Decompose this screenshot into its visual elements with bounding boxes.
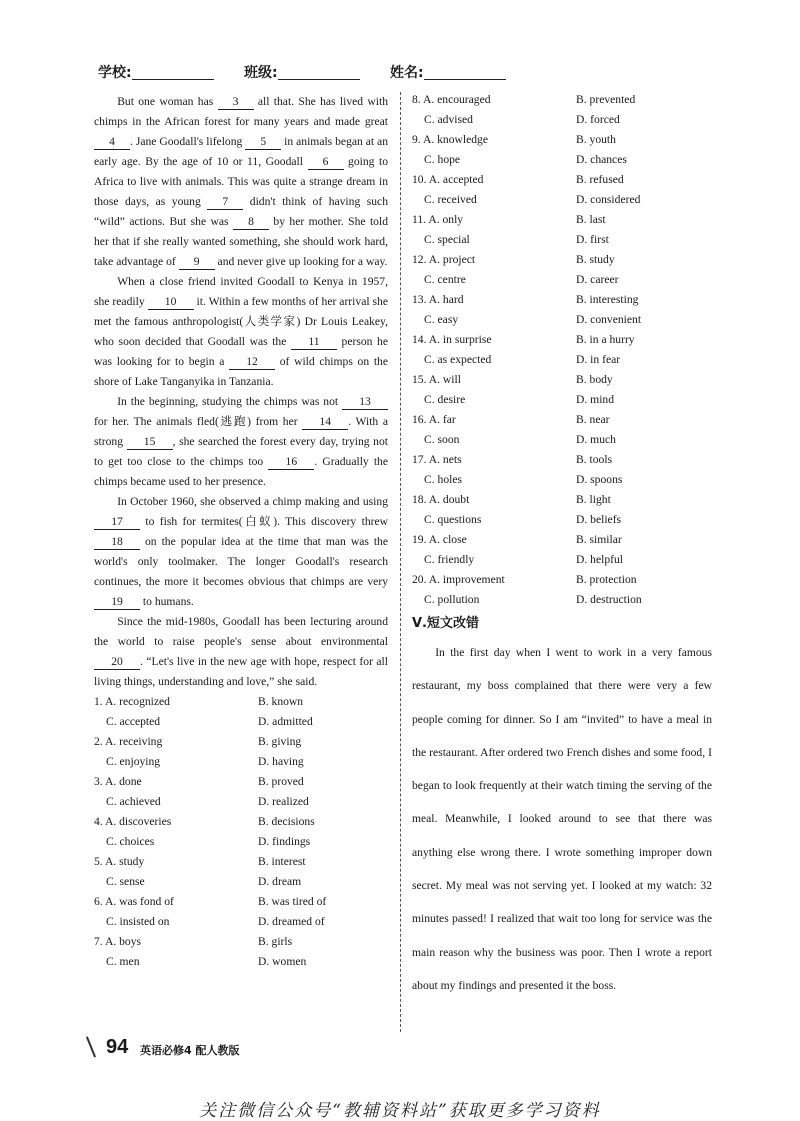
option-a[interactable]: 1. A. recognized bbox=[94, 695, 170, 708]
option-b[interactable]: B. protection bbox=[576, 573, 637, 586]
page-footer bbox=[90, 1038, 270, 1064]
option-d[interactable]: D. beliefs bbox=[576, 513, 622, 526]
option-d[interactable]: D. convenient bbox=[576, 313, 642, 326]
option-row bbox=[94, 712, 388, 732]
option-row bbox=[412, 150, 712, 170]
cloze-passage bbox=[94, 92, 388, 692]
option-row bbox=[94, 752, 388, 772]
class-field bbox=[244, 62, 360, 82]
option-a[interactable]: 12. A. project bbox=[412, 253, 476, 266]
option-a[interactable]: 19. A. close bbox=[412, 533, 467, 546]
option-row bbox=[412, 190, 712, 210]
blank-9[interactable]: 9 bbox=[179, 254, 215, 270]
option-row bbox=[412, 550, 712, 570]
option-c[interactable]: C. holes bbox=[424, 473, 463, 486]
option-c[interactable]: C. received bbox=[424, 193, 477, 206]
option-row bbox=[94, 932, 388, 952]
blank-17[interactable]: 17 bbox=[94, 514, 140, 530]
option-row bbox=[412, 490, 712, 510]
option-d[interactable]: D. findings bbox=[258, 835, 311, 848]
school-blank[interactable] bbox=[132, 65, 214, 80]
option-b[interactable]: B. last bbox=[576, 213, 606, 226]
option-c[interactable]: C. desire bbox=[424, 393, 466, 406]
school-label: 学校: bbox=[98, 65, 132, 81]
option-a[interactable]: 5. A. study bbox=[94, 855, 145, 868]
option-row bbox=[412, 170, 712, 190]
blank-15[interactable]: 15 bbox=[127, 434, 173, 450]
option-c[interactable]: C. easy bbox=[424, 313, 459, 326]
option-row bbox=[412, 90, 712, 110]
option-row bbox=[94, 872, 388, 892]
option-d[interactable]: D. considered bbox=[576, 193, 641, 206]
option-row bbox=[412, 250, 712, 270]
option-a[interactable]: 10. A. accepted bbox=[412, 173, 484, 186]
option-c[interactable]: C. men bbox=[106, 955, 140, 968]
column-divider bbox=[400, 92, 401, 1032]
option-row bbox=[412, 290, 712, 310]
slash-decoration bbox=[86, 1037, 96, 1058]
passage-paragraph-4: In October 1960, she observed a chimp making and using 17 to fish for termites(白蚁). This discovery threw 18 on the popular idea at the time that man was the world's only toolmaker. The longer Goodall's research continues, the more it becomes obvious that chimps are very 19 to humans. bbox=[94, 495, 388, 608]
option-row bbox=[412, 510, 712, 530]
option-c[interactable]: C. soon bbox=[424, 433, 460, 446]
option-a[interactable]: 11. A. only bbox=[412, 213, 464, 226]
option-row bbox=[412, 110, 712, 130]
blank-7[interactable]: 7 bbox=[207, 194, 243, 210]
option-row bbox=[412, 230, 712, 250]
blank-16[interactable]: 16 bbox=[268, 454, 314, 470]
option-c[interactable]: C. enjoying bbox=[106, 755, 161, 768]
class-blank[interactable] bbox=[278, 65, 360, 80]
option-d[interactable]: D. in fear bbox=[576, 353, 621, 366]
option-b[interactable]: B. near bbox=[576, 413, 610, 426]
option-b[interactable]: B. decisions bbox=[258, 815, 315, 828]
option-d[interactable]: D. having bbox=[258, 755, 304, 768]
option-c[interactable]: C. hope bbox=[424, 153, 461, 166]
option-c[interactable]: C. friendly bbox=[424, 553, 475, 566]
option-a[interactable]: 7. A. boys bbox=[94, 935, 142, 948]
option-row bbox=[412, 590, 712, 610]
option-row bbox=[94, 952, 388, 972]
blank-12[interactable]: 12 bbox=[229, 354, 275, 370]
option-b[interactable]: B. youth bbox=[576, 133, 616, 146]
watermark-text: 关注微信公众号“教辅资料站”获取更多学习资料 bbox=[199, 1101, 601, 1121]
option-d[interactable]: D. much bbox=[576, 433, 616, 446]
option-a[interactable]: 16. A. far bbox=[412, 413, 456, 426]
option-a[interactable]: 14. A. in surprise bbox=[412, 333, 492, 346]
option-b[interactable]: B. tools bbox=[576, 453, 613, 466]
option-row bbox=[412, 570, 712, 590]
option-row bbox=[94, 692, 388, 712]
section-5-title: Ⅴ.短文改错 bbox=[412, 616, 479, 631]
option-row bbox=[94, 732, 388, 752]
option-row bbox=[412, 450, 712, 470]
option-row bbox=[94, 772, 388, 792]
blank-20[interactable]: 20 bbox=[94, 654, 140, 670]
option-b[interactable]: B. similar bbox=[576, 533, 622, 546]
option-a[interactable]: 13. A. hard bbox=[412, 293, 464, 306]
option-row bbox=[412, 270, 712, 290]
option-d[interactable]: D. helpful bbox=[576, 553, 624, 566]
option-row bbox=[94, 892, 388, 912]
option-a[interactable]: 17. A. nets bbox=[412, 453, 462, 466]
option-c[interactable]: C. advised bbox=[424, 113, 473, 126]
option-row bbox=[412, 310, 712, 330]
blank-10[interactable]: 10 bbox=[148, 294, 194, 310]
option-d[interactable]: D. spoons bbox=[576, 473, 623, 486]
option-row bbox=[412, 530, 712, 550]
option-a[interactable]: 6. A. was fond of bbox=[94, 895, 174, 908]
school-field bbox=[98, 62, 214, 82]
name-label: 姓名: bbox=[390, 65, 424, 81]
option-c[interactable]: C. accepted bbox=[106, 715, 161, 728]
option-c[interactable]: C. questions bbox=[424, 513, 482, 526]
option-a[interactable]: 2. A. receiving bbox=[94, 735, 163, 748]
option-row bbox=[412, 430, 712, 450]
option-a[interactable]: 3. A. done bbox=[94, 775, 142, 788]
option-a[interactable]: 20. A. improvement bbox=[412, 573, 505, 586]
option-row bbox=[94, 852, 388, 872]
option-c[interactable]: C. pollution bbox=[424, 593, 480, 606]
option-b[interactable]: B. interest bbox=[258, 855, 306, 868]
option-d[interactable]: D. realized bbox=[258, 795, 309, 808]
option-c[interactable]: C. insisted on bbox=[106, 915, 170, 928]
option-c[interactable]: C. centre bbox=[424, 273, 466, 286]
option-d[interactable]: D. mind bbox=[576, 393, 615, 406]
book-title: 英语必修4 配人教版 bbox=[140, 1044, 240, 1057]
blank-5[interactable]: 5 bbox=[245, 134, 281, 150]
blank-6[interactable]: 6 bbox=[308, 154, 344, 170]
option-row bbox=[412, 350, 712, 370]
page-number: 94 bbox=[106, 1036, 129, 1058]
name-field bbox=[390, 62, 506, 82]
right-column bbox=[412, 90, 712, 1002]
option-b[interactable]: B. body bbox=[576, 373, 613, 386]
class-label: 班级: bbox=[244, 65, 278, 81]
option-b[interactable]: B. girls bbox=[258, 935, 293, 948]
option-b[interactable]: B. refused bbox=[576, 173, 624, 186]
error-correction-passage bbox=[412, 636, 712, 1002]
option-row bbox=[412, 130, 712, 150]
option-row bbox=[412, 210, 712, 230]
option-b[interactable]: B. prevented bbox=[576, 93, 636, 106]
passage-paragraph-1: But one woman has 3 all that. She has lived with chimps in the African forest for many years and made great 4 . Jane Goodall's lifelong 5 in animals began at an early age. By the age of 10 or 11, Goodall 6 going to Africa to live with animals. This was quite a strange dream in those days, as young 7 didn't think of having such “wild” actions. But she was 8 by her mother. She told her that if she really wanted something, she should work hard, take advantage of 9 and never give up looking for a way. bbox=[94, 95, 389, 268]
option-b[interactable]: B. interesting bbox=[576, 293, 639, 306]
option-c[interactable]: C. sense bbox=[106, 875, 145, 888]
option-d[interactable]: D. dream bbox=[258, 875, 302, 888]
option-row bbox=[94, 812, 388, 832]
option-row bbox=[94, 792, 388, 812]
student-info-header bbox=[98, 62, 538, 86]
option-row bbox=[412, 470, 712, 490]
option-a[interactable]: 18. A. doubt bbox=[412, 493, 470, 506]
option-d[interactable]: D. first bbox=[576, 233, 609, 246]
options-list-right bbox=[412, 90, 712, 610]
left-column bbox=[94, 92, 388, 972]
option-b[interactable]: B. giving bbox=[258, 735, 302, 748]
passage-paragraph-3: In the beginning, studying the chimps was not 13 for her. The animals fled(逃跑) from her 14 . With a strong 15 , she searched the forest every day, trying not to get too close to the chimps too 16 . Gradually the chimps became used to her presence. bbox=[94, 395, 389, 488]
option-c[interactable]: C. special bbox=[424, 233, 470, 246]
option-row bbox=[94, 832, 388, 852]
option-row bbox=[412, 410, 712, 430]
option-b[interactable]: B. proved bbox=[258, 775, 304, 788]
option-row bbox=[412, 370, 712, 390]
option-c[interactable]: C. achieved bbox=[106, 795, 161, 808]
option-c[interactable]: C. as expected bbox=[424, 353, 492, 366]
name-blank[interactable] bbox=[424, 65, 506, 80]
passage-paragraph-5: Since the mid-1980s, Goodall has been lecturing around the world to raise people's sense about environmental 20 . “Let's live in the new age with hope, respect for all living things, understanding and love,” she said. bbox=[94, 615, 388, 688]
option-row bbox=[412, 330, 712, 350]
blank-8[interactable]: 8 bbox=[233, 214, 269, 230]
options-list-left bbox=[94, 692, 388, 972]
blank-4[interactable]: 4 bbox=[94, 134, 130, 150]
blank-19[interactable]: 19 bbox=[94, 594, 140, 610]
blank-13[interactable]: 13 bbox=[342, 394, 388, 410]
option-row bbox=[412, 390, 712, 410]
option-b[interactable]: B. known bbox=[258, 695, 304, 708]
option-b[interactable]: B. study bbox=[576, 253, 615, 266]
option-b[interactable]: B. light bbox=[576, 493, 611, 506]
blank-3[interactable]: 3 bbox=[218, 94, 254, 110]
option-b[interactable]: B. in a hurry bbox=[576, 333, 635, 346]
option-d[interactable]: D. chances bbox=[576, 153, 627, 166]
option-c[interactable]: C. choices bbox=[106, 835, 155, 848]
option-d[interactable]: D. women bbox=[258, 955, 307, 968]
option-a[interactable]: 4. A. discoveries bbox=[94, 815, 172, 828]
error-correction-text: In the first day when I went to work in a very famous restaurant, my boss complained that there were very a few people coming for dinner. So I am “invited” to have a meal in the restaurant. After ordered two French dishes and some food, I began to look frequently at their watch timing the serving of the meal. Meanwhile, I looked around to see that there was anything else wrong there. I wrote something improper down secret. My meal was not serving yet. I looked at my watch: 32 minutes passed! I realized that wait too long for service was the main reason why the business was poor. Then I wrote a report about my findings and presented it the boss. bbox=[412, 646, 712, 992]
blank-18[interactable]: 18 bbox=[94, 534, 140, 550]
option-d[interactable]: D. admitted bbox=[258, 715, 313, 728]
option-d[interactable]: D. destruction bbox=[576, 593, 642, 606]
blank-11[interactable]: 11 bbox=[291, 334, 337, 350]
passage-paragraph-2: When a close friend invited Goodall to Kenya in 1957, she readily 10 it. Within a few months of her arrival she met the famous anthropologist(人类学家) Dr Louis Leakey, who soon decided that Goodall was the 11 person he was looking for to begin a 12 of wild chimps on the shore of Lake Tanganyika in Tanzania. bbox=[94, 275, 388, 388]
option-d[interactable]: D. forced bbox=[576, 113, 620, 126]
option-a[interactable]: 8. A. encouraged bbox=[412, 93, 491, 106]
option-a[interactable]: 15. A. will bbox=[412, 373, 461, 386]
option-a[interactable]: 9. A. knowledge bbox=[412, 133, 488, 146]
option-b[interactable]: B. was tired of bbox=[258, 895, 327, 908]
option-d[interactable]: D. dreamed of bbox=[258, 915, 325, 928]
option-row bbox=[94, 912, 388, 932]
blank-14[interactable]: 14 bbox=[302, 414, 348, 430]
option-d[interactable]: D. career bbox=[576, 273, 619, 286]
